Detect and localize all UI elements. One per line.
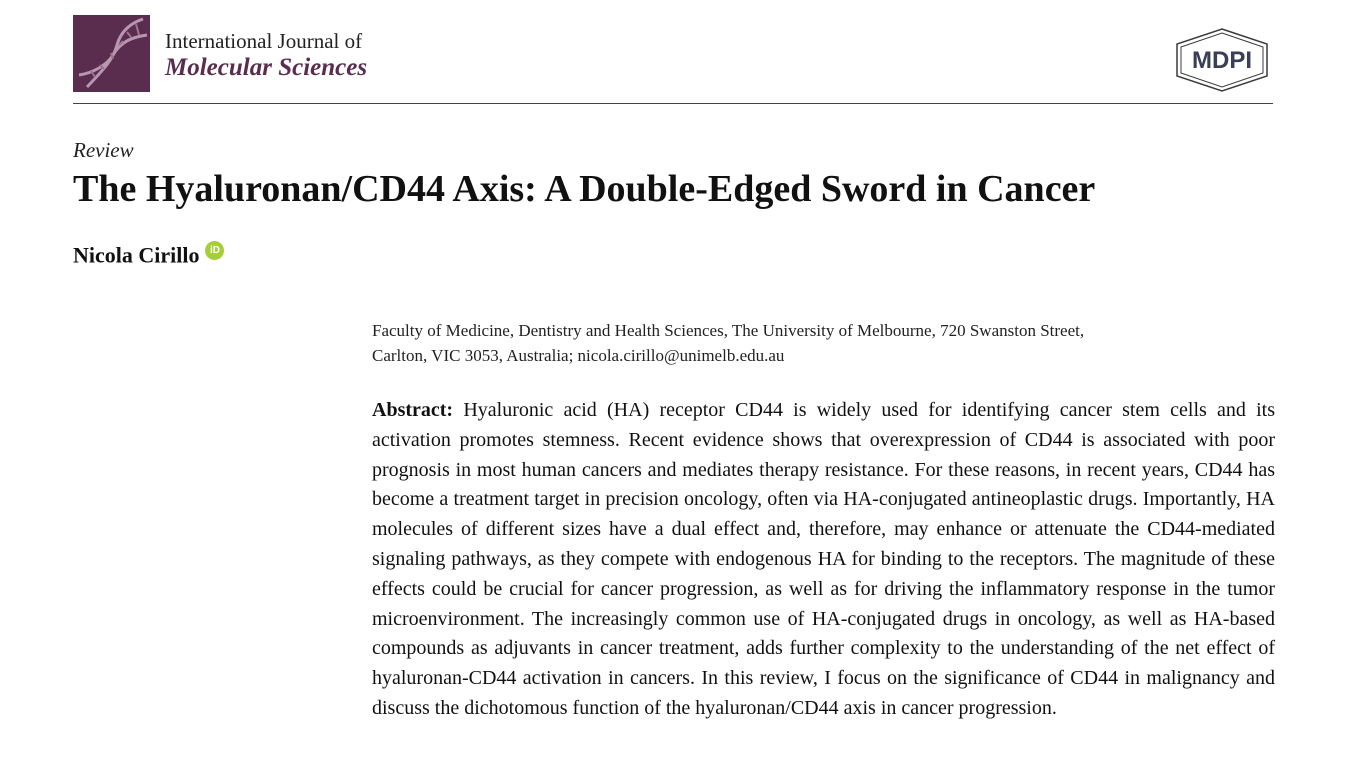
abstract-text: Hyaluronic acid (HA) receptor CD44 is widely used for identifying cancer stem cells and its activation promotes stemness. Recent evidence shows that overexpression of CD44 is associated with poor prognosis in most human cancers and mediates therapy resistance. For these reasons, in recent years, CD44 has become a treatment target in precision oncology, often via HA-conjugated antineoplastic drugs. Importantly, HA molecules of different sizes have a dual effect and, therefore, may enhance or attenuate the CD44-mediated signaling pathways, as they compete with endogenous HA for binding to the receptors. The magnitude of these effects could be crucial for cancer progression, as well as for driving the inflammatory response in the tumor microenvironment. The increasingly common use of HA-conjugated drugs in oncology, as well as HA-based compounds as adjuvants in cancer treatment, adds further complexity to the understanding of the net effect of hyaluronan-CD44 activation in cancers. In this review, I focus on the significance of CD44 in malignancy and discuss the dichotomous function of the hyaluronan/CD44 axis in cancer progression.	[372, 399, 1275, 719]
affiliation	[372, 318, 1272, 368]
orcid-icon[interactable]: iD	[205, 241, 224, 260]
dna-helix-icon	[73, 15, 150, 92]
author-name[interactable]: Nicola Cirillo	[73, 242, 200, 268]
mdpi-logo	[1173, 27, 1271, 93]
journal-name-line2: Molecular Sciences	[165, 54, 368, 81]
affiliation-line-1: Faculty of Medicine, Dentistry and Health Sciences, The University of Melbourne, 720 Swanston Street,	[372, 321, 1085, 340]
journal-name	[165, 29, 367, 83]
author-row	[73, 241, 224, 271]
abstract	[372, 396, 1275, 724]
journal-header	[73, 15, 1273, 104]
affiliation-line-2: Carlton, VIC 3053, Australia; nicola.cirillo@unimelb.edu.au	[372, 346, 785, 365]
journal-name-line1: International Journal of	[165, 29, 363, 53]
mdpi-logo-text: MDPI	[1192, 47, 1252, 74]
abstract-label: Abstract:	[372, 399, 454, 421]
article-type: Review	[73, 138, 134, 162]
article-title: The Hyaluronan/CD44 Axis: A Double-Edged Sword in Cancer	[73, 168, 1096, 210]
